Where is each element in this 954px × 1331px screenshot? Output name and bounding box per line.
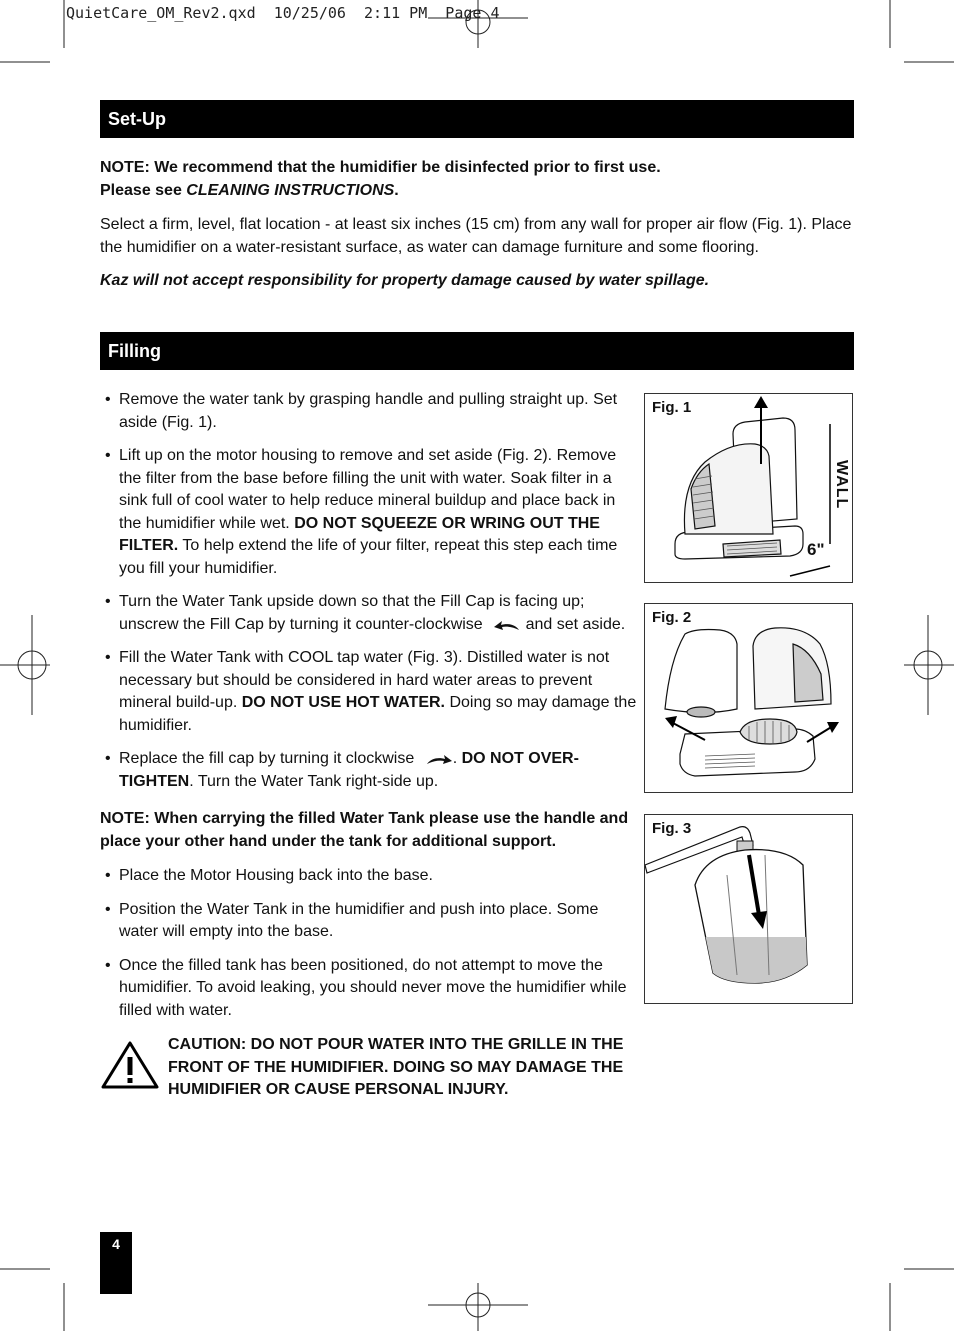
step-text: . Turn the Water Tank right-side up. [189, 772, 439, 790]
setup-note [100, 157, 854, 202]
step-text: Replace the fill cap by turning it clockwise [119, 750, 415, 767]
figure-1-label: Fig. 1 [652, 399, 692, 416]
figure-2 [644, 603, 853, 793]
list-item [100, 591, 640, 636]
setup-note-suffix: . [394, 181, 399, 199]
distance-label: 6" [807, 540, 825, 559]
carry-note: NOTE: When carrying the filled Water Tank please use the handle and place your other hand under the tank for additional support. [100, 810, 629, 850]
setup-paragraph: Select a firm, level, flat location - at least six inches (15 cm) from any wall for proper air flow (Fig. 1). Place the humidifier on a water-resistant surface, as water can damage furniture and some flooring. [100, 216, 852, 256]
list-item: • Place the Motor Housing back into the base. [100, 865, 640, 888]
setup-heading: Set-Up [100, 100, 854, 138]
figure-2-label: Fig. 2 [652, 609, 692, 626]
filling-steps-continued [100, 865, 640, 1033]
list-item: • Remove the water tank by grasping handle and pulling straight up. Set aside (Fig. 1). [100, 389, 640, 434]
tank-filling-illustration [645, 815, 854, 1005]
list-item [100, 647, 640, 737]
step-warning: DO NOT OVER-TIGHTEN [119, 750, 579, 790]
figure-3 [644, 814, 853, 1004]
step-text: To help extend the life of your filter, repeat this step each time you fill your humidifier. [119, 537, 618, 577]
wall-label: WALL [833, 460, 850, 510]
caution-text: CAUTION: DO NOT POUR WATER INTO THE GRILLE IN THE FRONT OF THE HUMIDIFIER. DOING SO MAY DAMAGE THE HUMIDIFIER OR CAUSE PERSONAL INJURY. [168, 1036, 624, 1098]
list-item [100, 445, 640, 580]
step-text: Fill the Water Tank with COOL tap water (Fig. 3). Distilled water is not necessary but should be considered in hard water areas to prevent mineral build-up. [119, 649, 610, 711]
warning-triangle-icon [100, 1040, 160, 1090]
file-slug: QuietCare_OM_Rev2.qxd 10/25/06 2:11 PM Page 4 [66, 4, 500, 22]
list-item: • Once the filled tank has been positioned, do not attempt to move the humidifier. To avoid leaking, you should never move the humidifier while filled with water. [100, 955, 640, 1023]
list-item [100, 748, 640, 793]
filling-steps [100, 389, 640, 804]
page-number: 4 [100, 1232, 132, 1294]
cleaning-instructions-ref: CLEANING INSTRUCTIONS [186, 181, 395, 199]
setup-note-line1: NOTE: We recommend that the humidifier be disinfected prior to first use. [100, 159, 661, 176]
list-item: • Position the Water Tank in the humidifier and push into place. Some water will empty into the base. [100, 899, 640, 944]
counter-clockwise-arrow-icon [493, 618, 521, 632]
step-text: Lift up on the motor housing to remove and set aside (Fig. 2). Remove the filter from the base before filling the unit with water. Soak filter in a sink full of cool water to help reduce mineral buildup and place back in the humidifier while wet. [119, 447, 617, 532]
setup-note-line2 [100, 180, 854, 203]
step-text: Doing so may damage the humidifier. [119, 694, 637, 734]
step-text: and set aside. [521, 615, 626, 633]
step-text: Turn the Water Tank upside down so that the Fill Cap is facing up; unscrew the Fill Cap by turning it counter-clockwise [119, 593, 585, 633]
clockwise-arrow-icon [425, 752, 453, 766]
setup-disclaimer: Kaz will not accept responsibility for property damage caused by water spillage. [100, 272, 710, 289]
figure-3-label: Fig. 3 [652, 820, 692, 837]
filling-heading: Filling [100, 332, 854, 370]
step-warning: DO NOT SQUEEZE OR WRING OUT THE FILTER. [119, 514, 600, 554]
step-text: . [452, 750, 462, 767]
setup-note-prefix: Please see [100, 181, 187, 199]
step-warning: DO NOT USE HOT WATER. [241, 694, 445, 711]
figure-1 [644, 393, 853, 583]
motor-housing-removal-illustration [645, 604, 854, 794]
